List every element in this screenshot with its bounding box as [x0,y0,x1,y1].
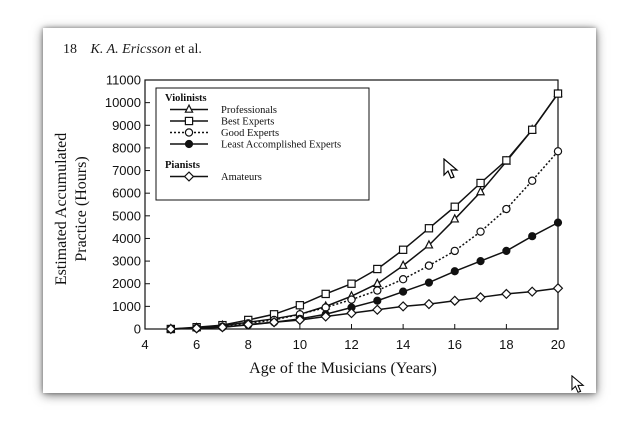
data-point-good-experts [348,296,355,303]
data-point-good-experts [503,205,510,212]
page-number: 18 [63,42,77,57]
data-point-amateurs [425,300,434,309]
data-point-amateurs [476,293,485,302]
data-point-least-accomplished-experts [425,279,432,286]
y-tick-label: 2000 [112,276,141,292]
data-point-good-experts [322,304,329,311]
legend-group-title: Violinists [165,93,207,104]
y-tick-label: 11000 [105,72,141,88]
data-point-amateurs [502,290,511,299]
legend-label-best-experts: Best Experts [221,116,275,128]
y-axis-label-line-2: Practice (Hours) [73,156,90,262]
author-etal: et al. [174,42,202,57]
data-point-good-experts [374,287,381,294]
data-point-best-experts [451,203,458,210]
data-point-amateurs [450,296,459,305]
data-point-least-accomplished-experts [554,219,561,226]
y-tick-label: 7000 [112,163,141,179]
y-tick-label: 8000 [112,140,141,156]
y-tick-label: 10000 [104,95,141,111]
data-point-amateurs [373,305,382,314]
data-point-best-experts [554,90,561,97]
legend-label-good-experts: Good Experts [221,128,280,139]
data-point-least-accomplished-experts [400,288,407,295]
data-point-good-experts [529,177,536,184]
y-tick-label: 5000 [112,208,141,224]
data-point-professionals [400,261,407,268]
y-axis-label-line-1: Estimated Accumulated [53,132,70,286]
legend-marker-good-experts [185,129,192,136]
data-point-amateurs [554,284,563,293]
x-tick-label: 4 [141,337,149,352]
data-point-least-accomplished-experts [529,233,536,240]
secondary-pointer-icon [571,375,585,394]
x-tick-label: 8 [244,337,252,352]
data-point-best-experts [503,157,510,164]
x-tick-label: 20 [550,337,566,352]
legend-label-professionals: Professionals [221,105,277,116]
y-tick-label: 1000 [112,298,141,314]
data-point-good-experts [451,247,458,254]
x-tick-label: 18 [499,337,514,352]
x-tick-label: 6 [193,337,201,352]
data-point-best-experts [374,265,381,272]
data-point-least-accomplished-experts [374,297,381,304]
data-point-least-accomplished-experts [477,257,484,264]
data-point-best-experts [477,179,484,186]
data-point-best-experts [425,225,432,232]
data-point-best-experts [400,246,407,253]
series-amateurs [166,284,562,334]
x-tick-label: 16 [447,337,462,352]
data-point-good-experts [400,276,407,283]
data-point-good-experts [477,228,484,235]
data-point-good-experts [554,148,561,155]
y-axis-label [53,133,90,285]
x-tick-label: 10 [292,337,308,352]
data-point-least-accomplished-experts [503,247,510,254]
data-point-least-accomplished-experts [451,268,458,275]
data-point-best-experts [296,302,303,309]
data-point-best-experts [322,290,329,297]
data-point-amateurs [399,302,408,311]
legend-marker-least-accomplished-experts [185,140,192,147]
data-point-good-experts [425,262,432,269]
author-name: K. A. Ericsson [90,42,172,57]
y-tick-label: 9000 [112,117,141,133]
legend-label-amateurs: Amateurs [221,172,262,183]
data-point-best-experts [529,126,536,133]
y-tick-label: 6000 [112,185,141,201]
legend-group-title: Pianists [165,160,201,171]
x-tick-label: 12 [344,337,359,352]
x-tick-label: 14 [395,337,411,352]
data-point-best-experts [348,280,355,287]
mouse-pointer-icon [443,158,459,180]
legend-label-least-accomplished-experts: Least Accomplished Experts [221,139,342,151]
y-tick-label: 3000 [112,253,141,269]
data-point-professionals [374,279,381,286]
data-point-amateurs [528,287,537,296]
legend-layer [156,88,369,200]
x-axis-label: Age of the Musicians (Years) [249,360,437,377]
y-tick-label: 0 [133,321,141,337]
y-tick-label: 4000 [112,230,141,246]
legend-marker-best-experts [185,117,192,124]
